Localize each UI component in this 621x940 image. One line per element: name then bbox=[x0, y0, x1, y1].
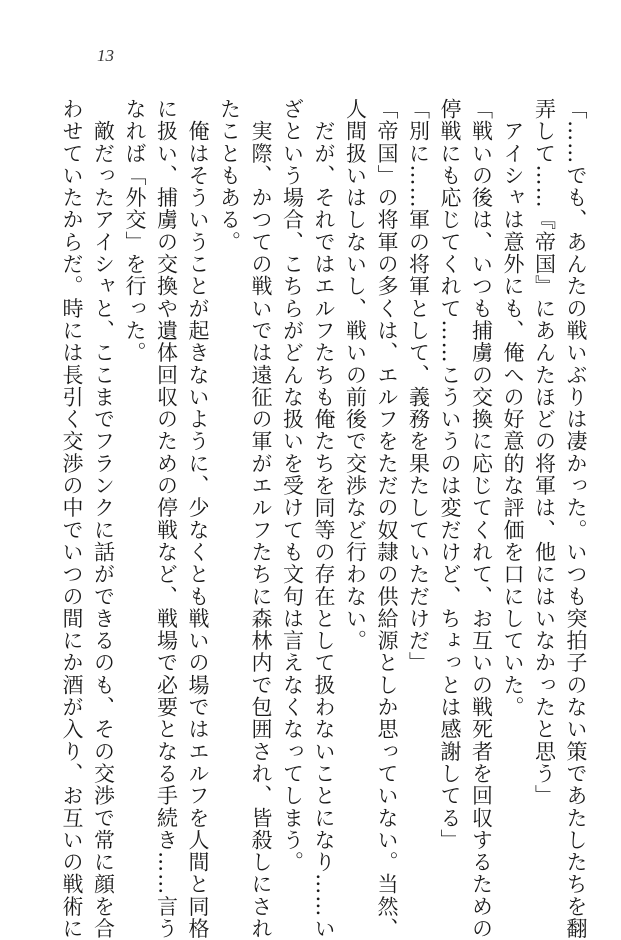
page-number: 13 bbox=[97, 46, 114, 65]
text-line: 「別に……軍の将軍として、義務を果たしていただけだ」 bbox=[406, 98, 431, 674]
text-line: に扱い、捕虜の交換や遺体回収のための停戦など、戦場で必要となる手続き……言う bbox=[154, 98, 179, 940]
text-line: 俺はそういうことが起きないように、少なくとも戦いの場ではエルフを人間と同格 bbox=[186, 98, 210, 940]
text-line: ざという場合、こちらがどんな扱いを受けても文句は言えなくなってしまう。 bbox=[280, 98, 305, 874]
text-line: 「帝国」の将軍の多くは、エルフをただの奴隷の供給源としか思っていない。当然、 bbox=[375, 98, 399, 940]
text-line: たこともある。 bbox=[217, 98, 242, 254]
text-line: アイシャは意外にも、俺への好意的な評価を口にしていた。 bbox=[501, 98, 525, 719]
text-line: 人間扱いはしないし、戦いの前後で交渉など行わない。 bbox=[343, 98, 368, 652]
text-line: なれば「外交」を行った。 bbox=[123, 98, 147, 364]
text-line: わせていたからだ。時には長引く交渉の中でいつの間にか酒が入り、お互いの戦術に bbox=[60, 98, 84, 940]
text-line: 敵だったアイシャと、ここまでフランクに話ができるのも、その交渉で常に顔を合 bbox=[91, 98, 116, 940]
text-line: 実際、かつての戦いでは遠征の軍がエルフたちに森林内で包囲され、皆殺しにされ bbox=[249, 98, 273, 940]
text-line: 「戦いの後は、いつも捕虜の交換に応じてくれて、お互いの戦死者を回収するための bbox=[469, 98, 494, 940]
text-line: 停戦にも応じてくれて……こういうのは変だけど、ちょっとは感謝してる」 bbox=[438, 98, 462, 852]
text-line: 「……でも、あんたの戦いぶりは凄かった。いつも突拍子のない策であたしたちを翻 bbox=[564, 98, 588, 940]
text-line: だが、それではエルフたちも俺たちを同等の存在として扱わないことになり……い bbox=[312, 98, 336, 940]
text-line: 弄して……『帝国』にあんたほどの将軍は、他にはいなかったと思う」 bbox=[532, 98, 557, 807]
vertical-text-body bbox=[56, 98, 592, 940]
